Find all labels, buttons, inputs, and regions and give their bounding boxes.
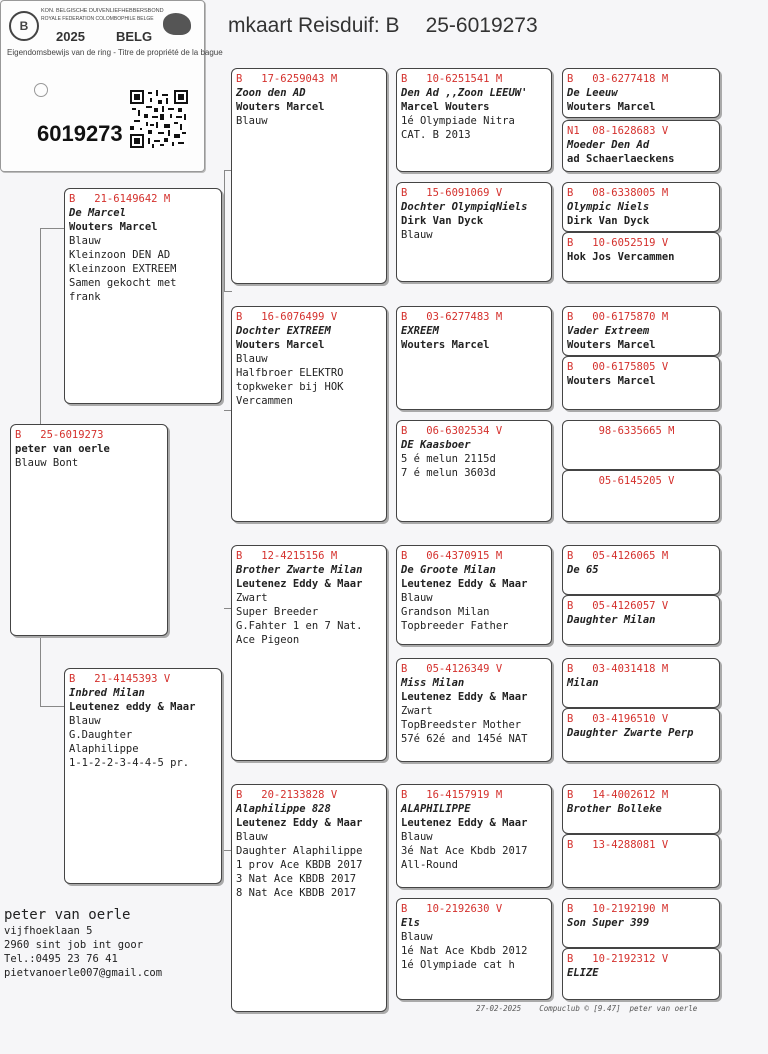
- title-ring: 25-6019273: [425, 14, 538, 37]
- fff-line: 1é Olympiade Nitra: [401, 115, 515, 127]
- fmm-line: 5 é melun 2115d: [401, 453, 496, 465]
- mf-ring: B 12-4215156 M: [236, 550, 338, 562]
- mm-owner: Leutenez Eddy & Maar: [236, 817, 363, 829]
- pigeon-card-g13[interactable]: [562, 784, 720, 834]
- title-text: mkaart Reisduif: B: [228, 14, 400, 37]
- g13-name: Brother Bolleke: [567, 803, 662, 815]
- pigeon-card-g8[interactable]: [562, 470, 720, 522]
- g1-owner: Wouters Marcel: [567, 101, 656, 113]
- pigeon-card-g15[interactable]: [562, 898, 720, 948]
- org-line-2: ROYALE FEDERATION COLOMBOPHILE BELGE: [41, 16, 154, 22]
- g9-ring: B 05-4126065 M: [567, 550, 669, 562]
- pigeon-card-g9[interactable]: [562, 545, 720, 595]
- mm-line: Daughter Alaphilippe: [236, 845, 363, 857]
- mother-ring: B 21-4145393 V: [69, 673, 171, 685]
- g11-ring: B 03-4031418 M: [567, 663, 669, 675]
- mfm-ring: B 05-4126349 V: [401, 663, 503, 675]
- mfm-line: 57é 62é and 145é NAT: [401, 733, 528, 745]
- ff-name: Zoon den AD: [236, 87, 306, 99]
- fff-owner: Marcel Wouters: [401, 101, 490, 113]
- mmm-line: 1é Nat Ace Kbdb 2012: [401, 945, 528, 957]
- mf-name: Brother Zwarte Milan: [236, 564, 363, 576]
- mmm-ring: B 10-2192630 V: [401, 903, 503, 915]
- pigeon-card-g1[interactable]: [562, 68, 720, 118]
- mff-line: Blauw: [401, 592, 433, 604]
- mm-line: 1 prov Ace KBDB 2017: [236, 859, 363, 871]
- mmf-line: All-Round: [401, 859, 458, 871]
- connector-mother: [40, 636, 65, 707]
- subject-line: Blauw Bont: [15, 457, 79, 469]
- pigeon-card-g5[interactable]: [562, 306, 720, 356]
- g3-owner: Dirk Van Dyck: [567, 215, 650, 227]
- g1-name: De Leeuw: [567, 87, 618, 99]
- mmf-owner: Leutenez Eddy & Maar: [401, 817, 528, 829]
- pigeon-card-mm[interactable]: [231, 784, 387, 1012]
- father-line: Samen gekocht met: [69, 277, 177, 289]
- owner-email: pietvanoerle007@gmail.com: [4, 967, 163, 979]
- father-line: frank: [69, 291, 101, 303]
- pigeon-card-g16[interactable]: [562, 948, 720, 1000]
- connector-mf: [224, 608, 231, 610]
- pigeon-logo-icon: [163, 13, 191, 35]
- mf-line: G.Fahter 1 en 7 Nat.: [236, 620, 363, 632]
- pigeon-card-mfm[interactable]: [396, 658, 552, 762]
- g16-name: ELIZE: [567, 967, 599, 979]
- mm-line: Blauw: [236, 831, 268, 843]
- mother-line: G.Daughter: [69, 729, 133, 741]
- mfm-line: Zwart: [401, 705, 433, 717]
- g3-name: Olympic Niels: [567, 201, 650, 213]
- g10-ring: B 05-4126057 V: [567, 600, 669, 612]
- g6-owner: Wouters Marcel: [567, 375, 656, 387]
- subject-line: peter van oerle: [15, 443, 110, 455]
- ring-ownership-card: [0, 0, 223, 172]
- father-name: De Marcel: [69, 207, 126, 219]
- footer-credit: 27-02-2025 Compuclub © [9.47] peter van oerle: [476, 1004, 698, 1013]
- mm-ring: B 20-2133828 V: [236, 789, 338, 801]
- punch-hole: [34, 83, 48, 97]
- mfm-line: TopBreedster Mother: [401, 719, 522, 731]
- fmf-ring: B 03-6277483 M: [401, 311, 503, 323]
- fff-ring: B 10-6251541 M: [401, 73, 503, 85]
- pigeon-card-mmm[interactable]: [396, 898, 552, 1000]
- pigeon-card-g3[interactable]: [562, 182, 720, 232]
- ffm-line: Blauw: [401, 229, 433, 241]
- pigeon-card-fmm[interactable]: [396, 420, 552, 522]
- mm-name: Alaphilippe 828: [236, 803, 331, 815]
- father-line: Kleinzoon EXTREEM: [69, 263, 177, 275]
- owner-info: [4, 906, 162, 980]
- mmf-ring: B 16-4157919 M: [401, 789, 503, 801]
- g7-ring: 98-6335665 M: [567, 425, 675, 437]
- fmm-name: DE Kaasboer: [401, 439, 471, 451]
- owner-name: peter van oerle: [4, 907, 131, 923]
- pigeon-card-ffm[interactable]: [396, 182, 552, 282]
- mf-line: Super Breeder: [236, 606, 319, 618]
- pigeon-card-g6[interactable]: [562, 356, 720, 410]
- mmm-name: Els: [401, 917, 420, 929]
- ffm-name: Dochter OlympiqNiels: [401, 201, 528, 213]
- fm-line: Blauw: [236, 353, 268, 365]
- pigeon-card-mmf[interactable]: [396, 784, 552, 888]
- fm-name: Dochter EXTREEM: [236, 325, 331, 337]
- mf-line: Ace Pigeon: [236, 634, 300, 646]
- mother-owner: Leutenez eddy & Maar: [69, 701, 196, 713]
- father-line: Blauw: [69, 235, 101, 247]
- mff-name: De Groote Milan: [401, 564, 496, 576]
- ffm-owner: Dirk Van Dyck: [401, 215, 484, 227]
- fmf-name: EXREEM: [401, 325, 439, 337]
- mf-line: Zwart: [236, 592, 268, 604]
- pigeon-card-g11[interactable]: [562, 658, 720, 708]
- ff-owner: Wouters Marcel: [236, 101, 325, 113]
- fff-line: CAT. B 2013: [401, 129, 471, 141]
- pigeon-card-mf[interactable]: [231, 545, 387, 761]
- mother-name: Inbred Milan: [69, 687, 145, 699]
- fmm-ring: B 06-6302534 V: [401, 425, 503, 437]
- g10-name: Daughter Milan: [567, 614, 656, 626]
- mff-owner: Leutenez Eddy & Maar: [401, 578, 528, 590]
- g5-ring: B 00-6175870 M: [567, 311, 669, 323]
- father-owner: Wouters Marcel: [69, 221, 158, 233]
- mmf-line: 3é Nat Ace Kbdb 2017: [401, 845, 528, 857]
- g11-name: Milan: [567, 677, 599, 689]
- ring-number: 6019273: [37, 121, 123, 146]
- mmm-line: Blauw: [401, 931, 433, 943]
- mfm-name: Miss Milan: [401, 677, 465, 689]
- mm-line: 8 Nat Ace KBDB 2017: [236, 887, 357, 899]
- page-title: [228, 14, 538, 38]
- g9-name: De 65: [567, 564, 599, 576]
- pigeon-card-father[interactable]: [64, 188, 222, 404]
- pigeon-card-g4[interactable]: [562, 232, 720, 282]
- g2-owner: ad Schaerlaeckens: [567, 153, 675, 165]
- ff-ring: B 17-6259043 M: [236, 73, 338, 85]
- fmm-line: 7 é melun 3603d: [401, 467, 496, 479]
- ff-line: Blauw: [236, 115, 268, 127]
- mf-owner: Leutenez Eddy & Maar: [236, 578, 363, 590]
- g13-ring: B 14-4002612 M: [567, 789, 669, 801]
- mm-line: 3 Nat Ace KBDB 2017: [236, 873, 357, 885]
- g5-name: Vader Extreem: [567, 325, 650, 337]
- mff-line: Grandson Milan: [401, 606, 490, 618]
- mother-line: Alaphilippe: [69, 743, 139, 755]
- ring-year: 2025: [56, 29, 85, 44]
- pigeon-card-fmf[interactable]: [396, 306, 552, 410]
- connector-mm: [224, 850, 231, 852]
- father-ring: B 21-6149642 M: [69, 193, 171, 205]
- subject-ring: B 25-6019273: [15, 429, 104, 441]
- pigeon-card-ff[interactable]: [231, 68, 387, 284]
- ring-country: BELG: [116, 29, 153, 44]
- mother-line: Blauw: [69, 715, 101, 727]
- pigeon-card-fm[interactable]: [231, 306, 387, 522]
- pigeon-card-g12[interactable]: [562, 708, 720, 762]
- connector-fm: [224, 410, 231, 412]
- pigeon-card-mff[interactable]: [396, 545, 552, 645]
- pigeon-card-fff[interactable]: [396, 68, 552, 172]
- g2-ring: N1 08-1628683 V: [567, 125, 669, 137]
- mmf-line: Blauw: [401, 831, 433, 843]
- g4-owner: Hok Jos Vercammen: [567, 251, 675, 263]
- mmm-line: 1é Olympiade cat h: [401, 959, 515, 971]
- owner-phone: Tel.:0495 23 76 41: [4, 953, 118, 965]
- mff-ring: B 06-4370915 M: [401, 550, 503, 562]
- ring-card-label: Eigendomsbewijs van de ring - Titre de propriété de la bague: [7, 48, 223, 57]
- g15-ring: B 10-2192190 M: [567, 903, 669, 915]
- g12-name: Daughter Zwarte Perp: [567, 727, 694, 739]
- g14-ring: B 13-4288081 V: [567, 839, 669, 851]
- fm-line: Vercammen: [236, 395, 293, 407]
- g8-ring: 05-6145205 V: [567, 475, 675, 487]
- pigeon-card-mother[interactable]: [64, 668, 222, 884]
- g4-ring: B 10-6052519 V: [567, 237, 669, 249]
- owner-street: vijfhoeklaan 5: [4, 925, 93, 937]
- g3-ring: B 08-6338005 M: [567, 187, 669, 199]
- g1-ring: B 03-6277418 M: [567, 73, 669, 85]
- g2-name: Moeder Den Ad: [567, 139, 650, 151]
- fm-line: topkweker bij HOK: [236, 381, 344, 393]
- father-line: Kleinzoon DEN AD: [69, 249, 171, 261]
- fmf-owner: Wouters Marcel: [401, 339, 490, 351]
- g12-ring: B 03-4196510 V: [567, 713, 669, 725]
- connector-father: [40, 228, 65, 425]
- g5-owner: Wouters Marcel: [567, 339, 656, 351]
- g15-name: Son Super 399: [567, 917, 650, 929]
- qr-code-icon: [130, 89, 188, 149]
- mff-line: Topbreeder Father: [401, 620, 509, 632]
- fm-ring: B 16-6076499 V: [236, 311, 338, 323]
- fff-name: Den Ad ,,Zoon LEEUW': [401, 87, 528, 99]
- g16-ring: B 10-2192312 V: [567, 953, 669, 965]
- pigeon-card-g7[interactable]: [562, 420, 720, 470]
- pigeon-card-g2[interactable]: [562, 120, 720, 172]
- mmf-name: ALAPHILIPPE: [401, 803, 471, 815]
- mother-line: 1-1-2-2-3-4-4-5 pr.: [69, 757, 190, 769]
- pigeon-card-subject[interactable]: [10, 424, 168, 636]
- org-line-1: KON. BELGISCHE DUIVENLIEFHEBBERSBOND: [41, 8, 164, 14]
- owner-city: 2960 sint job int goor: [4, 939, 144, 951]
- ffm-ring: B 15-6091069 V: [401, 187, 503, 199]
- g6-ring: B 00-6175805 V: [567, 361, 669, 373]
- pigeon-card-g14[interactable]: [562, 834, 720, 888]
- fm-line: Halfbroer ELEKTRO: [236, 367, 344, 379]
- kbdb-logo: B: [9, 11, 39, 41]
- pigeon-card-g10[interactable]: [562, 595, 720, 645]
- fm-owner: Wouters Marcel: [236, 339, 325, 351]
- mfm-owner: Leutenez Eddy & Maar: [401, 691, 528, 703]
